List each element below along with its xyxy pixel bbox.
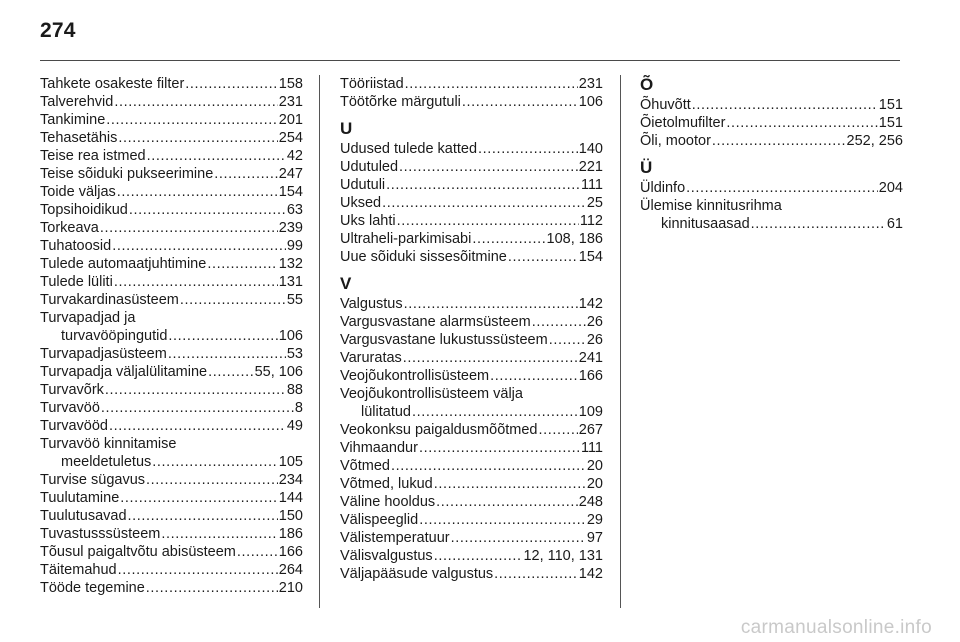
dot-leader: [101, 399, 294, 417]
index-entry: [40, 489, 303, 507]
dot-leader: [462, 93, 578, 111]
index-page-ref: 140: [578, 141, 603, 157]
index-page-ref: 99: [286, 238, 303, 254]
index-page-ref: 131: [278, 274, 303, 290]
index-entry: [340, 313, 603, 331]
dot-leader: [114, 93, 277, 111]
index-term: Talverehvid: [40, 94, 114, 110]
index-term: Varuratas: [340, 350, 402, 366]
dot-leader: [207, 255, 277, 273]
index-term: Tehasetähis: [40, 130, 118, 146]
index-entry: [40, 417, 303, 435]
index-entry: [40, 453, 303, 471]
index-entry-heading: Ülemise kinnitusrihma: [640, 198, 782, 214]
index-entry: [340, 511, 603, 529]
index-term: Veojõukontrollisüsteem: [340, 368, 490, 384]
index-entry: [40, 525, 303, 543]
index-page-ref: 151: [878, 97, 903, 113]
index-entry: [40, 561, 303, 579]
index-entry: [40, 93, 303, 111]
index-entry: [40, 219, 303, 237]
index-page-ref: 166: [278, 544, 303, 560]
index-term: Turvavöö: [40, 400, 100, 416]
index-term: Vargusvastane lukustussüsteem: [340, 332, 548, 348]
dot-leader: [508, 248, 578, 266]
index-entry: [40, 183, 303, 201]
header-rule: [40, 60, 900, 61]
index-page-ref: 186: [278, 526, 303, 542]
index-term: Tankimine: [40, 112, 106, 128]
dot-leader: [472, 230, 545, 248]
index-page-ref: 49: [286, 418, 303, 434]
index-term: Võtmed: [340, 458, 390, 474]
index-term: Välispeeglid: [340, 512, 419, 528]
index-page-ref: 12, 110, 131: [523, 548, 603, 564]
index-page-ref: 154: [278, 184, 303, 200]
index-entry: [340, 75, 603, 93]
index-entry: [40, 255, 303, 273]
index-page-ref: 55: [286, 292, 303, 308]
index-page-ref: 234: [278, 472, 303, 488]
section-letter: U: [340, 119, 353, 138]
dot-leader: [161, 525, 277, 543]
dot-leader: [109, 417, 286, 435]
index-page-ref: 109: [578, 404, 603, 420]
index-page-ref: 20: [586, 476, 603, 492]
index-term: Väljapääsude valgustus: [340, 566, 494, 582]
index-entry: [340, 403, 603, 421]
dot-leader: [397, 212, 579, 230]
index-page-ref: 61: [886, 216, 903, 232]
dot-leader: [399, 158, 578, 176]
dot-leader: [106, 111, 278, 129]
index-page-ref: 63: [286, 202, 303, 218]
index-page-ref: 201: [278, 112, 303, 128]
dot-leader: [147, 147, 286, 165]
index-page-ref: 231: [278, 94, 303, 110]
index-term: Turvavõrk: [40, 382, 104, 398]
index-term: Tuulutamine: [40, 490, 120, 506]
index-term: kinnitusaasad: [661, 216, 750, 232]
index-term: Turvavööd: [40, 418, 108, 434]
index-term: Turvakardinasüsteem: [40, 292, 179, 308]
dot-leader: [114, 273, 278, 291]
index-entry: [40, 363, 303, 381]
index-entry: [40, 327, 303, 345]
index-entry: [340, 212, 603, 230]
index-term: Õietolmufilter: [640, 115, 726, 131]
index-term: Toide väljas: [40, 184, 116, 200]
dot-leader: [419, 439, 580, 457]
dot-leader: [490, 367, 578, 385]
index-page-ref: 248: [578, 494, 603, 510]
index-page-ref: 26: [586, 332, 603, 348]
index-page-ref: 241: [578, 350, 603, 366]
dot-leader: [403, 349, 578, 367]
index-term: Udutuli: [340, 177, 386, 193]
index-entry: [340, 248, 603, 266]
index-term: Õhuvõtt: [640, 97, 691, 113]
index-page-ref: 55, 106: [254, 364, 303, 380]
section-letter: Ü: [640, 158, 653, 177]
index-column-2: [340, 75, 603, 583]
dot-leader: [751, 215, 886, 233]
index-entry: [340, 421, 603, 439]
dot-leader: [436, 493, 578, 511]
index-term: Vihmaandur: [340, 440, 418, 456]
index-entry: [340, 194, 603, 212]
index-page-ref: 111: [580, 440, 603, 456]
index-page-ref: 53: [286, 346, 303, 362]
index-page-ref: 111: [580, 177, 603, 193]
section-letter: V: [340, 274, 352, 293]
index-term: Teise rea istmed: [40, 148, 146, 164]
index-entry: [340, 439, 603, 457]
index-term: Torkeava: [40, 220, 99, 236]
dot-leader: [117, 183, 278, 201]
index-entry: [340, 93, 603, 111]
index-entry: [340, 367, 603, 385]
index-term: Turvapadjasüsteem: [40, 346, 167, 362]
index-entry: [40, 165, 303, 183]
index-page-ref: 29: [586, 512, 603, 528]
index-entry: [640, 96, 903, 114]
dot-leader: [146, 471, 278, 489]
index-term: Veokonksu paigaldusmõõtmed: [340, 422, 538, 438]
dot-leader: [434, 547, 523, 565]
index-page-ref: 106: [278, 328, 303, 344]
index-entry: [40, 201, 303, 219]
index-entry: [40, 345, 303, 363]
dot-leader: [185, 75, 278, 93]
column-divider-2: [620, 75, 621, 608]
index-column-1: [40, 75, 303, 597]
index-entry: [40, 399, 303, 417]
index-term: Töötõrke märgutuli: [340, 94, 461, 110]
index-entry: [340, 349, 603, 367]
index-term: Tuhatoosid: [40, 238, 112, 254]
index-entry: [340, 457, 603, 475]
index-entry-heading: Veojõukontrollisüsteem välja: [340, 386, 523, 402]
index-entry: [340, 565, 603, 583]
index-entry: [340, 529, 603, 547]
index-entry: [340, 140, 603, 158]
index-term: Tööriistad: [340, 76, 404, 92]
dot-leader: [112, 237, 286, 255]
index-page-ref: 267: [578, 422, 603, 438]
index-entry: [40, 111, 303, 129]
index-entry: [340, 158, 603, 176]
dot-leader: [152, 453, 278, 471]
index-entry: [40, 129, 303, 147]
dot-leader: [712, 132, 846, 150]
index-term: Ultraheli-parkimisabi: [340, 231, 472, 247]
index-page-ref: 132: [278, 256, 303, 272]
index-page-ref: 166: [578, 368, 603, 384]
page-number: 274: [40, 19, 76, 42]
index-entry: [40, 291, 303, 309]
index-term: Väline hooldus: [340, 494, 436, 510]
index-term: Täitemahud: [40, 562, 117, 578]
dot-leader: [539, 421, 578, 439]
dot-leader: [412, 403, 578, 421]
index-page-ref: 151: [878, 115, 903, 131]
dot-leader: [168, 327, 277, 345]
dot-leader: [100, 219, 278, 237]
dot-leader: [168, 345, 286, 363]
index-page-ref: 154: [578, 249, 603, 265]
index-page-ref: 97: [586, 530, 603, 546]
index-term: Üldinfo: [640, 180, 686, 196]
dot-leader: [118, 129, 277, 147]
index-term: Valgustus: [340, 296, 403, 312]
index-term: meeldetuletus: [61, 454, 152, 470]
dot-leader: [105, 381, 286, 399]
index-term: lülitatud: [361, 404, 411, 420]
dot-leader: [686, 179, 878, 197]
dot-leader: [404, 295, 578, 313]
index-term: Tulede lüliti: [40, 274, 113, 290]
index-term: Õli, mootor: [640, 133, 711, 149]
index-page-ref: 239: [278, 220, 303, 236]
dot-leader: [549, 331, 586, 349]
index-entry: [40, 579, 303, 597]
index-page-ref: 158: [278, 76, 303, 92]
dot-leader: [532, 313, 586, 331]
dot-leader: [405, 75, 578, 93]
index-entry-heading: Turvavöö kinnitamise: [40, 436, 177, 452]
index-entry: [40, 237, 303, 255]
index-page-ref: 150: [278, 508, 303, 524]
index-term: turvavööpingutid: [61, 328, 168, 344]
dot-leader: [120, 489, 278, 507]
index-entry: [40, 471, 303, 489]
dot-leader: [419, 511, 586, 529]
index-page-ref: 88: [286, 382, 303, 398]
dot-leader: [494, 565, 578, 583]
dot-leader: [382, 194, 586, 212]
index-term: Välistemperatuur: [340, 530, 450, 546]
watermark: carmanualsonline.info: [740, 617, 932, 638]
index-term: Tõusul paigaltvõtu abisüsteem: [40, 544, 236, 560]
index-term: Udutuled: [340, 159, 399, 175]
index-term: Tuvastusssüsteem: [40, 526, 161, 542]
index-term: Uks lahti: [340, 213, 396, 229]
index-entry: [340, 176, 603, 194]
index-term: Udused tulede katted: [340, 141, 478, 157]
index-term: Tööde tegemine: [40, 580, 145, 596]
index-entry: [40, 381, 303, 399]
dot-leader: [692, 96, 878, 114]
index-page-ref: 25: [586, 195, 603, 211]
index-page-ref: 8: [294, 400, 303, 416]
index-entry: [40, 75, 303, 93]
index-page-ref: 20: [586, 458, 603, 474]
dot-leader: [237, 543, 278, 561]
index-page-ref: 221: [578, 159, 603, 175]
index-page-ref: 106: [578, 94, 603, 110]
index-page-ref: 231: [578, 76, 603, 92]
index-entry: [340, 475, 603, 493]
dot-leader: [386, 176, 580, 194]
index-page-ref: 142: [578, 296, 603, 312]
index-page-ref: 204: [878, 180, 903, 196]
column-divider-1: [319, 75, 320, 608]
index-page-ref: 247: [278, 166, 303, 182]
index-page-ref: 42: [286, 148, 303, 164]
dot-leader: [129, 201, 286, 219]
index-page-ref: 252, 256: [846, 133, 903, 149]
index-page-ref: 254: [278, 130, 303, 146]
index-term: Teise sõiduki pukseerimine: [40, 166, 214, 182]
dot-leader: [146, 579, 278, 597]
index-term: Uksed: [340, 195, 382, 211]
index-page-ref: 105: [278, 454, 303, 470]
index-term: Uue sõiduki sissesõitmine: [340, 249, 507, 265]
index-term: Topsihoidikud: [40, 202, 128, 218]
index-term: Tulede automaatjuhtimine: [40, 256, 207, 272]
dot-leader: [434, 475, 586, 493]
dot-leader: [128, 507, 278, 525]
dot-leader: [214, 165, 278, 183]
index-page-ref: 144: [278, 490, 303, 506]
dot-leader: [391, 457, 586, 475]
index-term: Turvise sügavus: [40, 472, 146, 488]
index-entry-heading: Turvapadjad ja: [40, 310, 136, 326]
index-entry: [40, 273, 303, 291]
index-term: Turvapadja väljalülitamine: [40, 364, 208, 380]
dot-leader: [180, 291, 286, 309]
index-page-ref: 112: [579, 213, 603, 229]
dot-leader: [451, 529, 586, 547]
index-entry: [340, 493, 603, 511]
index-page-ref: 210: [278, 580, 303, 596]
index-page-ref: 264: [278, 562, 303, 578]
index-entry: [40, 147, 303, 165]
index-entry: [640, 179, 903, 197]
index-entry: [40, 543, 303, 561]
index-entry: [340, 295, 603, 313]
index-page-ref: 26: [586, 314, 603, 330]
dot-leader: [478, 140, 578, 158]
index-page-ref: 108, 186: [546, 231, 603, 247]
index-page-ref: 142: [578, 566, 603, 582]
dot-leader: [118, 561, 278, 579]
index-column-3: [640, 75, 903, 233]
index-term: Välisvalgustus: [340, 548, 433, 564]
index-entry: [640, 132, 903, 150]
section-letter: Õ: [640, 75, 654, 94]
index-term: Võtmed, lukud: [340, 476, 433, 492]
index-term: Vargusvastane alarmsüsteem: [340, 314, 531, 330]
index-term: Tahkete osakeste filter: [40, 76, 185, 92]
dot-leader: [726, 114, 877, 132]
index-entry: [340, 230, 603, 248]
index-entry: [40, 507, 303, 525]
index-entry: [640, 114, 903, 132]
dot-leader: [208, 363, 254, 381]
index-entry: [640, 215, 903, 233]
index-entry: [340, 331, 603, 349]
index-entry: [340, 547, 603, 565]
index-term: Tuulutusavad: [40, 508, 127, 524]
